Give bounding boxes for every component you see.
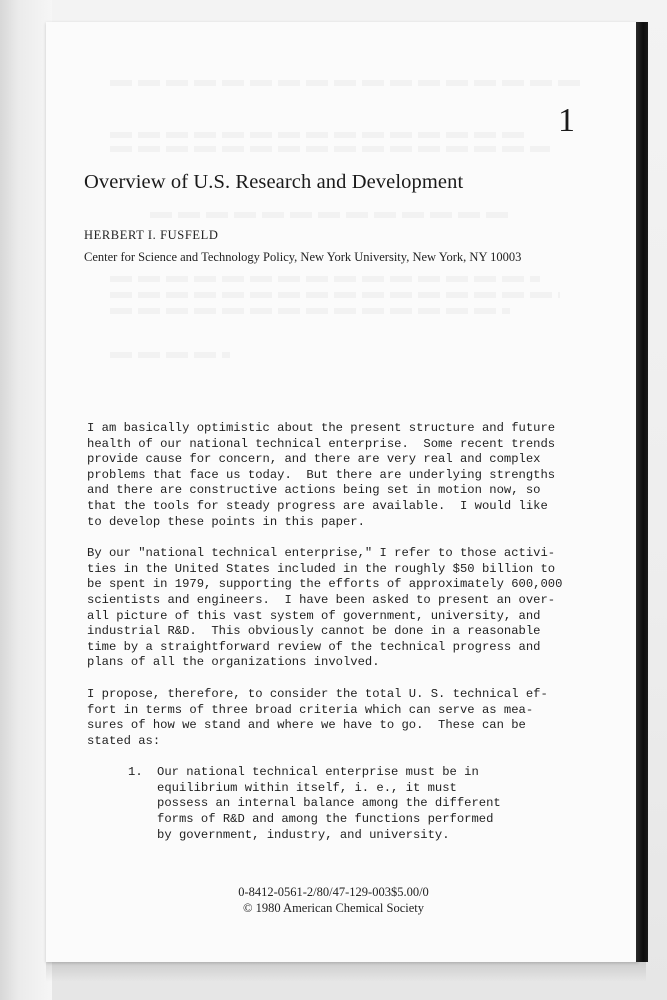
chapter-title: Overview of U.S. Research and Development — [84, 171, 464, 193]
list-item-text: Our national technical enterprise must be in equilibrium within itself, i. e., it must possess an internal balance among the different forms of R&D and among the functions performed by government, industry, and university. — [157, 765, 501, 842]
list-marker: 1. — [128, 765, 143, 780]
page-footer — [0, 884, 667, 916]
copyright-notice: © 1980 American Chemical Society — [243, 901, 424, 915]
isbn-code: 0-8412-0561-2/80/47-129-003$5.00/0 — [238, 885, 429, 899]
show-through-text — [150, 212, 510, 218]
paragraph: I propose, therefore, to consider the total U. S. technical ef- fort in terms of three broad criteria which can serve as mea- sures of how we stand and where we have to go. These can be stated as: — [87, 686, 548, 748]
facing-page-edge — [0, 0, 52, 1000]
show-through-text — [110, 132, 530, 138]
show-through-text — [110, 308, 510, 314]
paragraph: By our "national technical enterprise," I refer to those activi- ties in the United States included in the roughly $50 billion to be spent in 1979, supporting the efforts of approximately 600,000 scientists and engineers. I have been asked to present an over- all picture of this vast system of government, university, and industrial R&D. This obviously cannot be done in a reasonable time by a straightforward review of the technical progress and plans of all the organizations involved. — [87, 546, 563, 670]
show-through-text — [110, 80, 580, 86]
show-through-text — [110, 352, 230, 358]
show-through-text — [110, 276, 540, 282]
show-through-text — [110, 292, 560, 298]
author-name: HERBERT I. FUSFELD — [84, 228, 219, 242]
book-cover-edge — [636, 22, 648, 962]
author-affiliation: Center for Science and Technology Policy, New York University, New York, NY 10003 — [84, 250, 522, 264]
page-shadow — [46, 960, 646, 982]
show-through-text — [110, 146, 550, 152]
list-item — [87, 765, 577, 843]
paragraph: I am basically optimistic about the present structure and future health of our national technical enterprise. Some recent trends provide cause for concern, and there are very real and complex problems that face us today. But there are underlying strengths and there are constructive actions being set in motion now, so that the tools for steady progress are available. I would like to develop these points in this paper. — [87, 421, 556, 529]
body-text — [87, 421, 577, 843]
chapter-number: 1 — [558, 102, 575, 139]
